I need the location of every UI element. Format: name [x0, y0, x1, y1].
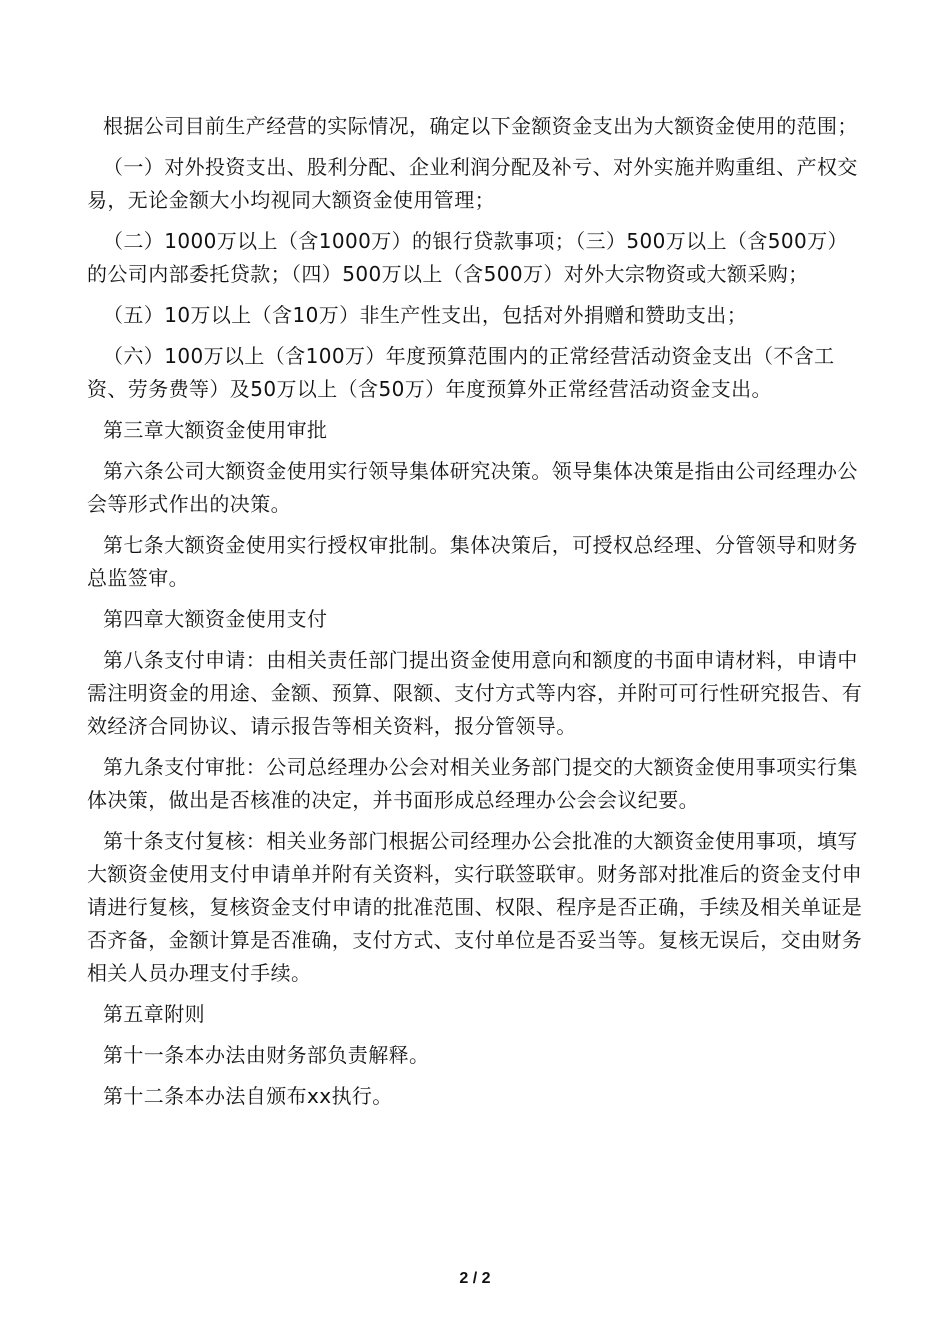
paragraph-items-2-4: （二）1000万以上（含1000万）的银行贷款事项；（三）500万以上（含500万）的公司内部委托贷款；（四）500万以上（含500万）对外大宗物资或大额采购； [87, 229, 848, 286]
paragraph-item-5: （五）10万以上（含10万）非生产性支出，包括对外捐赠和赞助支出； [103, 303, 748, 327]
paragraph-item-1: （一）对外投资支出、股利分配、企业利润分配及补亏、对外实施并购重组、产权交易，无论金额大小均视同大额资金使用管理； [87, 155, 858, 212]
article-6: 第六条公司大额资金使用实行领导集体研究决策。领导集体决策是指由公司经理办公会等形式作出的决策。 [87, 459, 858, 516]
article-11: 第十一条本办法由财务部负责解释。 [103, 1043, 430, 1067]
article-7: 第七条大额资金使用实行授权审批制。集体决策后，可授权总经理、分管领导和财务总监签审。 [87, 533, 858, 590]
paragraph-item-6: （六）100万以上（含100万）年度预算范围内的正常经营活动资金支出（不含工资、劳务费等）及50万以上（含50万）年度预算外正常经营活动资金支出。 [87, 344, 835, 401]
article-9: 第九条支付审批：公司总经理办公会对相关业务部门提交的大额资金使用事项实行集体决策，做出是否核准的决定，并书面形成总经理办公会会议纪要。 [87, 755, 858, 812]
chapter-5-heading: 第五章附则 [103, 1002, 205, 1026]
page-number: 2 / 2 [459, 1270, 491, 1287]
article-12: 第十二条本办法自颁布xx执行。 [103, 1084, 393, 1108]
chapter-4-heading: 第四章大额资金使用支付 [103, 607, 328, 631]
article-8: 第八条支付申请：由相关责任部门提出资金使用意向和额度的书面申请材料，申请中需注明资金的用途、金额、预算、限额、支付方式等内容，并附可可行性研究报告、有效经济合同协议、请示报告等相关资料，报分管领导。 [87, 648, 863, 738]
article-10: 第十条支付复核：相关业务部门根据公司经理办公会批准的大额资金使用事项，填写大额资金使用支付申请单并附有关资料，实行联签联审。财务部对批准后的资金支付申请进行复核，复核资金支付申请的批准范围、权限、程序是否正确，手续及相关单证是否齐备，金额计算是否准确，支付方式、支付单位是否妥当等。复核无误后，交由财务相关人员办理支付手续。 [87, 829, 863, 985]
document-body [87, 110, 867, 1121]
chapter-3-heading: 第三章大额资金使用审批 [103, 418, 328, 442]
paragraph-scope-intro: 根据公司目前生产经营的实际情况，确定以下金额资金支出为大额资金使用的范围； [103, 114, 858, 138]
